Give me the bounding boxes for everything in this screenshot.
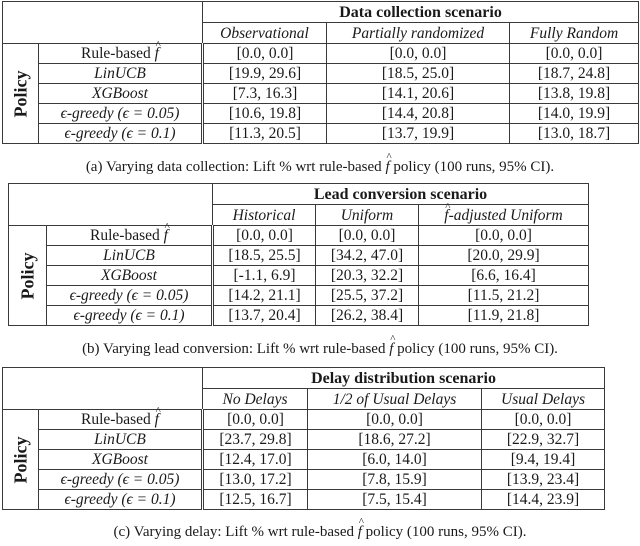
cell: [0.0, 0.0]	[203, 44, 327, 64]
cell: [0.0, 0.0]	[203, 410, 308, 430]
cell: [0.0, 0.0]	[419, 226, 589, 246]
policy-label: Policy	[10, 70, 30, 117]
cell: [18.6, 27.2]	[308, 430, 482, 450]
cell: [13.0, 18.7]	[510, 124, 639, 144]
column-header: Partially randomized	[327, 23, 510, 44]
cell: [11.9, 21.8]	[419, 306, 589, 326]
f-hat-symbol: ^ f	[385, 159, 389, 176]
cell: [34.2, 47.0]	[316, 246, 419, 266]
column-header: ^ f-adjusted Uniform	[419, 205, 589, 226]
row-label: XGBoost	[47, 266, 213, 286]
cell: [12.5, 16.7]	[203, 490, 308, 510]
row-label: Rule-based ^ f	[39, 44, 203, 64]
cell: [11.5, 21.2]	[419, 286, 589, 306]
column-header: 1/2 of Usual Delays	[308, 389, 482, 410]
column-header: No Delays	[203, 389, 308, 410]
table-row	[9, 306, 589, 326]
cell: [13.9, 23.4]	[482, 470, 605, 490]
table-lead-conversion	[8, 183, 589, 326]
cell: [25.5, 37.2]	[316, 286, 419, 306]
table-row	[9, 266, 589, 286]
policy-label: Policy	[10, 436, 30, 483]
caption-a: (a) Varying data collection: Lift % wrt rule-based ^ f policy (100 runs, 95% CI).	[0, 159, 640, 176]
row-label: ϵ-greedy (ϵ = 0.05)	[39, 470, 203, 490]
caption-b: (b) Varying lead conversion: Lift % wrt rule-based ^ f policy (100 runs, 95% CI).	[0, 341, 640, 358]
cell: [14.2, 21.1]	[213, 286, 316, 306]
cell: [14.4, 20.8]	[327, 104, 510, 124]
cell: [18.5, 25.0]	[327, 64, 510, 84]
group-header: Data collection scenario	[203, 2, 639, 23]
row-label: ϵ-greedy (ϵ = 0.1)	[39, 490, 203, 510]
cell: [7.3, 16.3]	[203, 84, 327, 104]
cell: [6.6, 16.4]	[419, 266, 589, 286]
column-header: Uniform	[316, 205, 419, 226]
cell: [12.4, 17.0]	[203, 450, 308, 470]
column-header: Historical	[213, 205, 316, 226]
cell: [18.7, 24.8]	[510, 64, 639, 84]
empty-corner	[3, 368, 203, 410]
policy-label-cell	[9, 226, 47, 326]
f-hat-symbol: ^ f	[358, 524, 362, 541]
row-label: XGBoost	[39, 450, 203, 470]
cell: [26.2, 38.4]	[316, 306, 419, 326]
row-label: ϵ-greedy (ϵ = 0.05)	[47, 286, 213, 306]
column-header: Observational	[203, 23, 327, 44]
cell: [9.4, 19.4]	[482, 450, 605, 470]
cell: [19.9, 29.6]	[203, 64, 327, 84]
cell: [6.0, 14.0]	[308, 450, 482, 470]
table-row	[9, 286, 589, 306]
table-row	[3, 44, 639, 64]
f-hat-symbol: ^ f	[155, 410, 159, 429]
column-header: Usual Delays	[482, 389, 605, 410]
table-row	[3, 104, 639, 124]
cell: [0.0, 0.0]	[308, 410, 482, 430]
group-header: Lead conversion scenario	[213, 184, 589, 205]
table-row	[9, 226, 589, 246]
cell: [7.8, 15.9]	[308, 470, 482, 490]
group-header: Delay distribution scenario	[203, 368, 605, 389]
cell: [14.1, 20.6]	[327, 84, 510, 104]
cell: [20.0, 29.9]	[419, 246, 589, 266]
row-label: ϵ-greedy (ϵ = 0.1)	[47, 306, 213, 326]
table-row	[3, 450, 605, 470]
cell: [-1.1, 6.9]	[213, 266, 316, 286]
cell: [22.9, 32.7]	[482, 430, 605, 450]
row-label: Rule-based ^ f	[39, 410, 203, 430]
f-hat-symbol: ^ f	[155, 44, 159, 63]
policy-label-cell	[3, 410, 39, 510]
policy-label: Policy	[17, 252, 37, 299]
empty-corner	[3, 2, 203, 44]
table-row	[3, 410, 605, 430]
cell: [0.0, 0.0]	[510, 44, 639, 64]
table-row	[3, 470, 605, 490]
table-row	[3, 64, 639, 84]
cell: [10.6, 19.8]	[203, 104, 327, 124]
table-row	[3, 84, 639, 104]
cell: [13.7, 20.4]	[213, 306, 316, 326]
cell: [13.7, 19.9]	[327, 124, 510, 144]
table-row	[3, 490, 605, 510]
row-label: ϵ-greedy (ϵ = 0.05)	[39, 104, 203, 124]
row-label: ϵ-greedy (ϵ = 0.1)	[39, 124, 203, 144]
f-hat-symbol: ^ f	[444, 206, 448, 225]
f-hat-symbol: ^ f	[389, 341, 393, 358]
cell: [0.0, 0.0]	[327, 44, 510, 64]
cell: [0.0, 0.0]	[213, 226, 316, 246]
cell: [14.0, 19.9]	[510, 104, 639, 124]
table-row	[3, 430, 605, 450]
cell: [20.3, 32.2]	[316, 266, 419, 286]
table-row	[9, 246, 589, 266]
policy-label-cell	[3, 44, 39, 144]
cell: [13.8, 19.8]	[510, 84, 639, 104]
row-label: XGBoost	[39, 84, 203, 104]
column-header: Fully Random	[510, 23, 639, 44]
row-label: Rule-based ^ f	[47, 226, 213, 246]
table-delay-distribution	[2, 367, 605, 510]
cell: [0.0, 0.0]	[482, 410, 605, 430]
caption-c: (c) Varying delay: Lift % wrt rule-based ^ f policy (100 runs, 95% CI).	[0, 524, 640, 541]
f-hat-symbol: ^ f	[164, 226, 168, 245]
table-row	[3, 124, 639, 144]
cell: [18.5, 25.5]	[213, 246, 316, 266]
row-label: LinUCB	[39, 64, 203, 84]
cell: [0.0, 0.0]	[316, 226, 419, 246]
cell: [7.5, 15.4]	[308, 490, 482, 510]
empty-corner	[9, 184, 213, 226]
cell: [11.3, 20.5]	[203, 124, 327, 144]
cell: [14.4, 23.9]	[482, 490, 605, 510]
cell: [13.0, 17.2]	[203, 470, 308, 490]
table-data-collection	[2, 1, 639, 144]
row-label: LinUCB	[39, 430, 203, 450]
row-label: LinUCB	[47, 246, 213, 266]
cell: [23.7, 29.8]	[203, 430, 308, 450]
